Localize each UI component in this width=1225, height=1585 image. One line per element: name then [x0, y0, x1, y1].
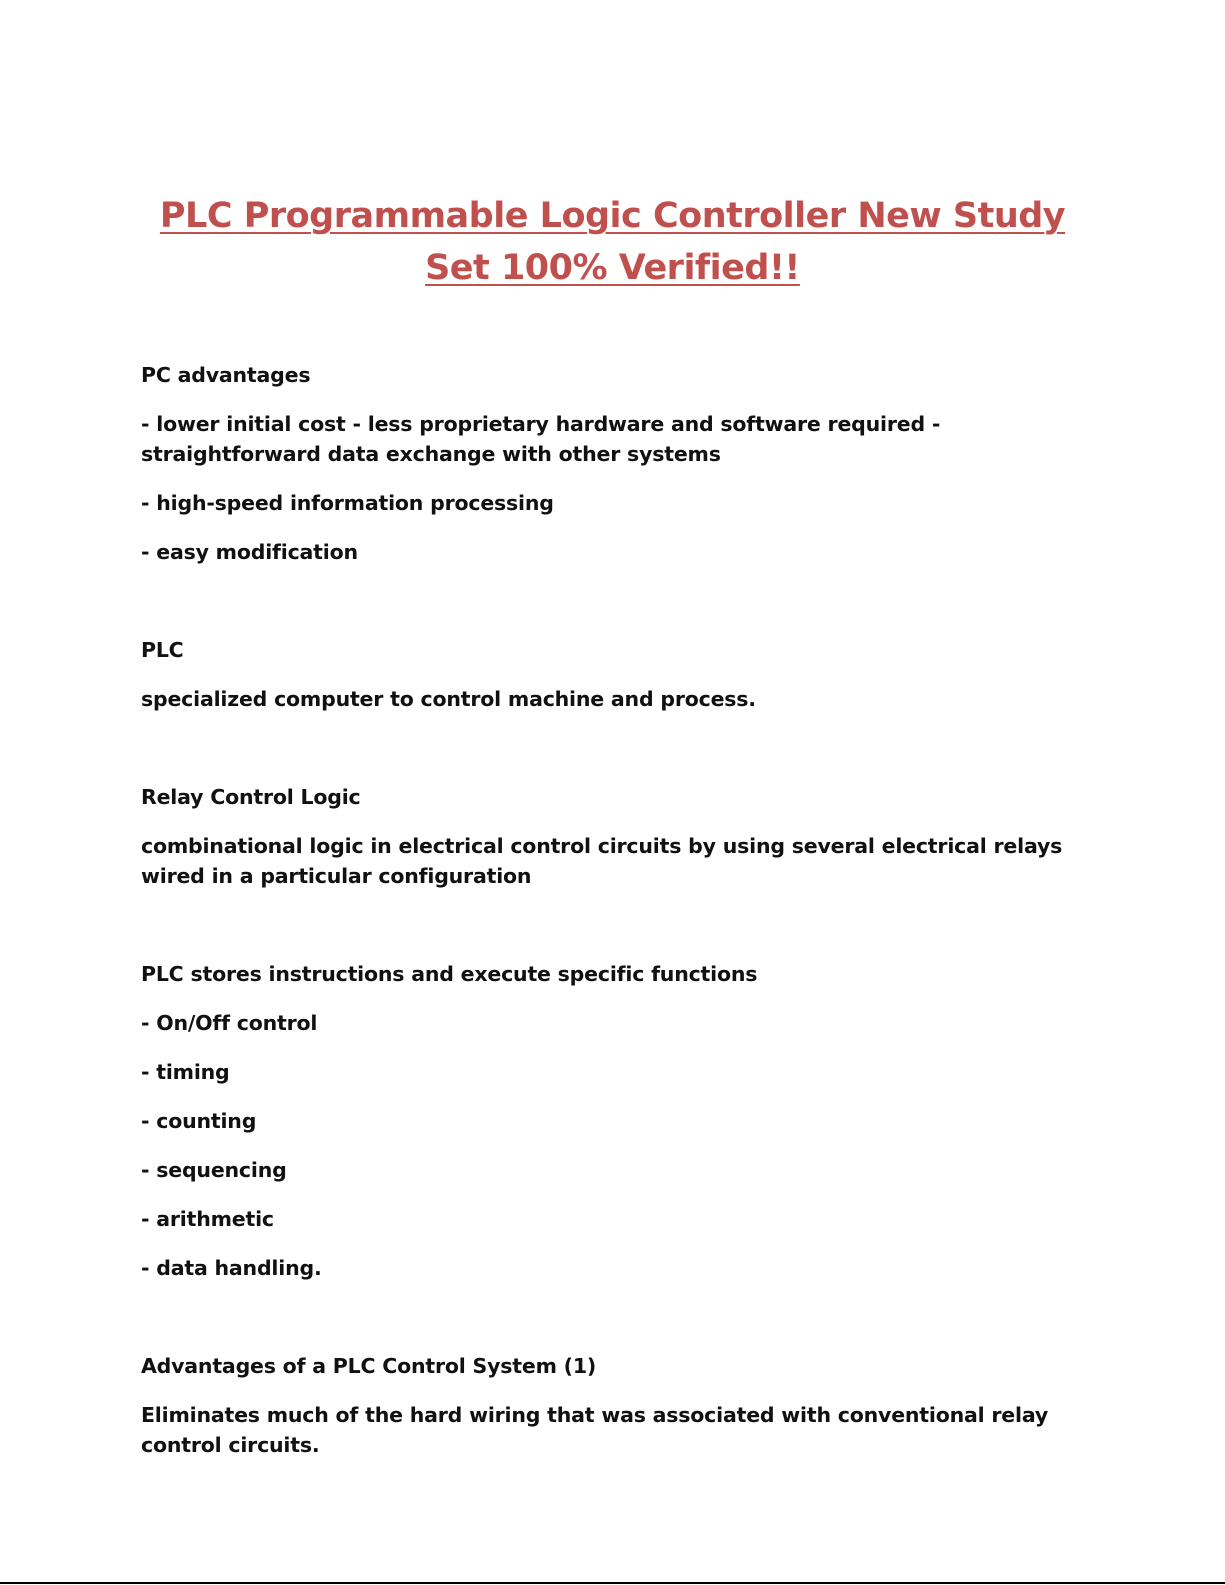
section-spacer [141, 586, 1081, 635]
section-line: - lower initial cost - less proprietary hardware and software required - straightforward data exchange with other systems [141, 412, 941, 466]
section-plc-functions [141, 959, 1081, 1283]
document-body [141, 360, 1081, 1479]
section-term: PC advantages [141, 363, 311, 387]
title-line-2: Set 100% Verified!! [425, 248, 800, 288]
section-line: - timing [141, 1060, 230, 1084]
section-plc-advantages-1 [141, 1351, 1081, 1460]
title-line-1: PLC Programmable Logic Controller New Study [159, 196, 1066, 236]
section-line: Eliminates much of the hard wiring that was associated with conventional relay control circuits. [141, 1403, 1049, 1457]
section-plc [141, 635, 1081, 714]
page-title [100, 190, 1125, 294]
section-line: - sequencing [141, 1158, 287, 1182]
section-relay-control-logic [141, 782, 1081, 891]
page-bottom-border [0, 1582, 1225, 1584]
section-term: Advantages of a PLC Control System (1) [141, 1354, 597, 1378]
section-term: Relay Control Logic [141, 785, 361, 809]
section-term: PLC stores instructions and execute specific functions [141, 962, 758, 986]
section-spacer [141, 910, 1081, 959]
section-spacer [141, 1302, 1081, 1351]
section-line: - arithmetic [141, 1207, 274, 1231]
section-line: - On/Off control [141, 1011, 318, 1035]
section-spacer [141, 733, 1081, 782]
section-line: - counting [141, 1109, 257, 1133]
section-term: PLC [141, 638, 184, 662]
section-line: - high-speed information processing [141, 491, 554, 515]
section-pc-advantages [141, 360, 1081, 567]
section-line: - easy modification [141, 540, 358, 564]
section-line: combinational logic in electrical control circuits by using several electrical relays wired in a particular configuration [141, 834, 1063, 888]
section-line: specialized computer to control machine and process. [141, 687, 756, 711]
section-line: - data handling. [141, 1256, 322, 1280]
